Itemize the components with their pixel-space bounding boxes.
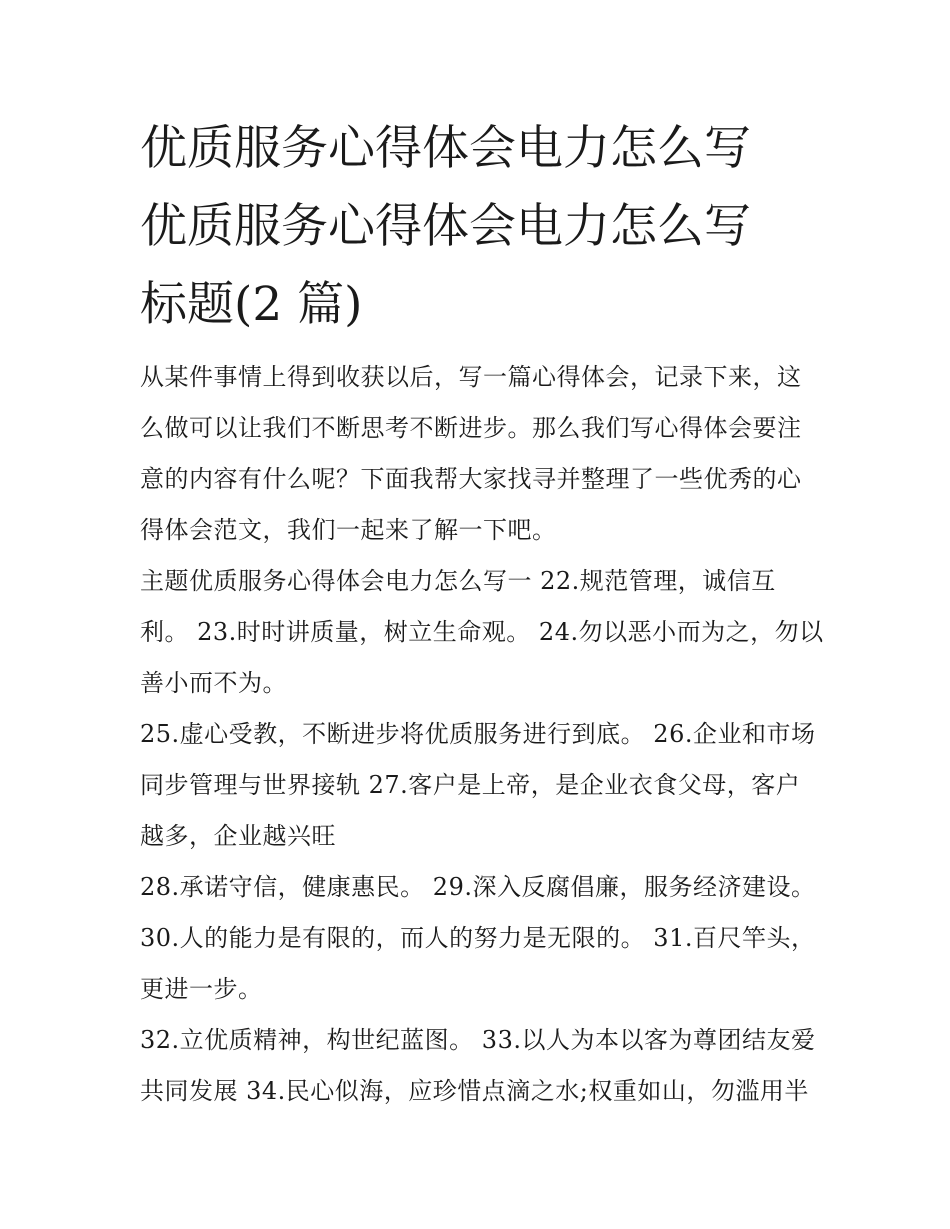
body-line-13: 更进一步。 xyxy=(140,975,263,1003)
body-line-1: 从某件事情上得到收获以后，写一篇心得体会，记录下来，这 xyxy=(140,363,802,391)
body-line-11: 28.承诺守信，健康惠民。 29.深入反腐倡廉，服务经济建设。 xyxy=(140,873,816,901)
body-line-9: 同步管理与世界接轨 27.客户是上帝，是企业衣食父母，客户 xyxy=(140,771,801,799)
body-line-4: 得体会范文，我们一起来了解一下吧。 xyxy=(140,516,557,544)
title-line-1: 优质服务心得体会电力怎么写 xyxy=(140,121,751,176)
body-line-10: 越多，企业越兴旺 xyxy=(140,822,336,850)
body-line-7: 善小而不为。 xyxy=(140,669,287,697)
body-line-8: 25.虚心受教，不断进步将优质服务进行到底。 26.企业和市场 xyxy=(140,720,816,748)
body-line-3: 意的内容有什么呢？下面我帮大家找寻并整理了一些优秀的心 xyxy=(140,465,802,493)
body-line-2: 么做可以让我们不断思考不断进步。那么我们写心得体会要注 xyxy=(140,414,802,442)
document-title xyxy=(140,110,840,344)
document-body xyxy=(140,352,830,1117)
title-line-2: 优质服务心得体会电力怎么写 xyxy=(140,199,751,254)
body-line-14: 32.立优质精神，构世纪蓝图。 33.以人为本以客为尊团结友爱 xyxy=(140,1026,816,1054)
body-line-6: 利。 23.时时讲质量，树立生命观。 24.勿以恶小而为之，勿以 xyxy=(140,618,824,646)
body-line-12: 30.人的能力是有限的，而人的努力是无限的。 31.百尺竿头， xyxy=(140,924,816,952)
body-line-5: 主题优质服务心得体会电力怎么写一 22.规范管理，诚信互 xyxy=(140,567,776,595)
title-line-3: 标题(2 篇) xyxy=(140,277,363,332)
body-line-15: 共同发展 34.民心似海，应珍惜点滴之水;权重如山，勿滥用半 xyxy=(140,1077,809,1105)
